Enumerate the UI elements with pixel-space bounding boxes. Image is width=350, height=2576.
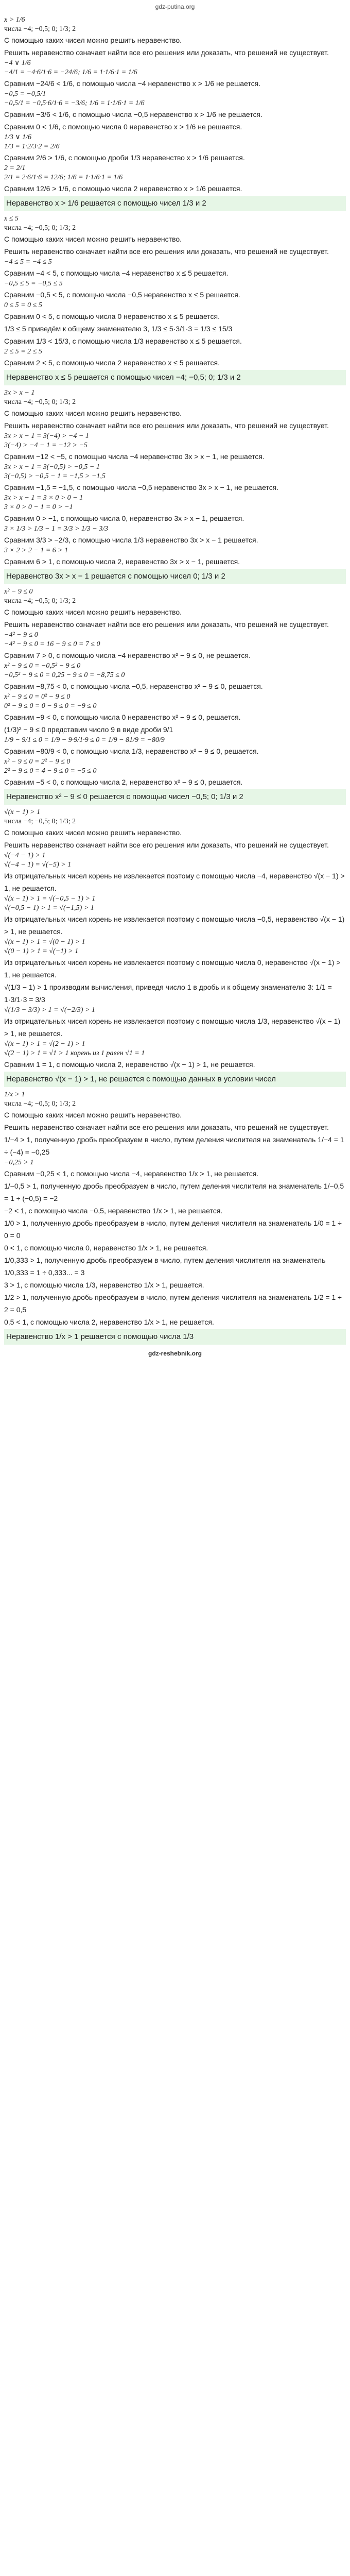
step: −2 < 1, с помощью числа −0,5, неравенство 1/x > 1, не решается. [4,1207,223,1215]
answer-highlight: Неравенство x² − 9 ≤ 0 решается с помощью чисел −0,5; 0; 1/3 и 2 [4,789,346,805]
step: 3(−4) > −4 − 1 = −12 > −5 [4,442,87,449]
step: 2² − 9 ≤ 0 = 4 − 9 ≤ 0 = −5 ≤ 0 [4,767,97,775]
step: 1/0 > 1, полученную дробь преобразуем в число, путем деления числителя на знаменатель 1/0 = 1 ÷ 0 = 0 [4,1219,342,1240]
step: Из отрицательных чисел корень не извлекается поэтому с помощью числа 0, неравенство √(x − 1) > 1, не решается. [4,958,341,979]
step: Сравним −0,5 < 5, с помощью числа −0,5 неравенство x ≤ 5 решается. [4,291,240,299]
answer-highlight: Неравенство √(x − 1) > 1, не решается с помощью данных в условии чисел [4,1072,346,1087]
step: √(x − 1) > 1 = √(0 − 1) > 1 [4,938,85,946]
step: 1/−0,5 > 1, полученную дробь преобразуем в число, путем деления числителя на знаменатель 1/−0,5 = 1 ÷ (−0,5) = −2 [4,1182,344,1202]
step: 3(−0,5) > −0,5 − 1 = −1,5 > −1,5 [4,472,106,480]
step: Сравним −4 < 5, с помощью числа −4 неравенство x ≤ 5 решается. [4,269,229,277]
given-numbers: числа −4; −0,5; 0; 1/3; 2 [4,224,76,232]
step: Сравним −80/9 < 0, с помощью числа 1/3, неравенство x² − 9 ≤ 0, решается. [4,747,259,755]
answer-highlight: Неравенство 1/x > 1 решается с помощью числа 1/3 [4,1329,346,1345]
step: −0,25 > 1 [4,1159,34,1166]
section-5 [4,808,346,1087]
answer-highlight: Неравенство x ≤ 5 решается с помощью чисел −4; −0,5; 0; 1/3 и 2 [4,370,346,385]
step: 3 × 2 > 2 − 1 = 6 > 1 [4,547,68,554]
note: Решить неравенство означает найти все его решения или доказать, что решений не существует. [4,247,329,256]
step: −4/1 = −4·6/1·6 = −24/6; 1/6 = 1·1/6·1 = 1/6 [4,69,137,76]
step: Сравним 7 > 0, с помощью числа −4 неравенство x² − 9 ≤ 0, не решается. [4,651,251,659]
step: Сравним 0 > −1, с помощью числа 0, неравенство 3x > x − 1, решается. [4,514,244,522]
step: −0,5/1 = −0,5·6/1·6 = −3/6; 1/6 = 1·1/6·1 = 1/6 [4,99,145,107]
section-head: x > 1/6 [4,16,25,24]
answer-highlight: Неравенство x > 1/6 решается с помощью чисел 1/3 и 2 [4,196,346,211]
step: 0 < 1, с помощью числа 0, неравенство 1/x > 1, не решается. [4,1244,208,1252]
section-4 [4,587,346,805]
step: x² − 9 ≤ 0 = 2² − 9 ≤ 0 [4,758,71,766]
step: 3 × 0 > 0 − 1 = 0 > −1 [4,503,73,511]
section-head: 3x > x − 1 [4,389,35,397]
section-6 [4,1090,346,1345]
step: Сравним −12 < −5, с помощью числа −4 неравенство 3x > x − 1, не решается. [4,452,265,461]
given-numbers: числа −4; −0,5; 0; 1/3; 2 [4,1100,76,1108]
step: 1/3 ∨ 1/6 [4,133,32,141]
note: С помощью каких чисел можно решить неравенство. [4,409,182,417]
note: Решить неравенство означает найти все его решения или доказать, что решений не существует. [4,48,329,57]
step: Сравним −8,75 < 0, с помощью числа −0,5, неравенство x² − 9 ≤ 0, решается. [4,682,263,690]
step: −4² − 9 ≤ 0 = 16 − 9 ≤ 0 = 7 ≤ 0 [4,640,100,648]
step: √(1/3 − 3/3) > 1 = √(−2/3) > 1 [4,1006,95,1014]
step: Из отрицательных чисел корень не извлекается поэтому с помощью числа 1/3, неравенство √(x − 1) > 1, не решается. [4,1017,341,1038]
step: x² − 9 ≤ 0 = −0,5² − 9 ≤ 0 [4,662,81,670]
step: 3 > 1, с помощью числа 1/3, неравенство 1/x > 1, решается. [4,1281,204,1289]
step: 1/−4 > 1, полученную дробь преобразуем в число, путем деления числителя на знаменатель 1/−4 = 1 ÷ (−4) = −0,25 [4,1136,344,1156]
step: 1/3 ≤ 5 приведём к общему знаменателю 3, 1/3 ≤ 5·3/1·3 = 1/3 ≤ 15/3 [4,325,233,333]
step: −0,5 ≤ 5 = −0,5 ≤ 5 [4,280,63,287]
section-head: 1/x > 1 [4,1091,25,1098]
step: −4 ∨ 1/6 [4,59,31,67]
note: Решить неравенство означает найти все его решения или доказать, что решений не существует. [4,1123,329,1131]
step: −4 ≤ 5 = −4 ≤ 5 [4,258,52,266]
step: √(x − 1) > 1 = √(2 − 1) > 1 [4,1040,85,1048]
given-numbers: числа −4; −0,5; 0; 1/3; 2 [4,597,76,605]
step: 3 × 1/3 > 1/3 − 1 = 3/3 > 1/3 − 3/3 [4,525,109,533]
step: √(−0,5 − 1) > 1 = √(−1,5) > 1 [4,904,94,912]
step: Сравним −3/6 < 1/6, с помощью числа −0,5 неравенство x > 1/6 не решается. [4,110,262,118]
step: √(2 − 1) > 1 = √1 > 1 корень из 1 равен √1 = 1 [4,1049,145,1057]
note: С помощью каких чисел можно решить неравенство. [4,828,182,837]
step: Сравним −5 < 0, с помощью числа 2, неравенство x² − 9 ≤ 0, решается. [4,778,243,786]
step: Сравним 1/3 < 15/3, с помощью числа 1/3 неравенство x ≤ 5 решается. [4,337,242,345]
given-numbers: числа −4; −0,5; 0; 1/3; 2 [4,25,76,33]
step: Сравним 12/6 > 1/6, с помощью числа 2 неравенство x > 1/6 решается. [4,184,242,193]
step: Сравним −24/6 < 1/6, с помощью числа −4 неравенство x > 1/6 не решается. [4,79,261,88]
step: x² − 9 ≤ 0 = 0² − 9 ≤ 0 [4,693,71,701]
step: Сравним 6 > 1, с помощью числа 2, неравенство 3x > x − 1, решается. [4,557,240,566]
step: 2 ≤ 5 = 2 ≤ 5 [4,348,42,355]
step: Из отрицательных чисел корень не извлекается поэтому с помощью числа −4, неравенство √(x − 1) > 1, не решается. [4,872,345,892]
step: 0² − 9 ≤ 0 = 0 − 9 ≤ 0 = −9 ≤ 0 [4,702,97,710]
step: (1/3)² − 9 ≤ 0 представим число 9 в виде дроби 9/1 [4,725,173,734]
step: 1/9 − 9/1 ≤ 0 = 1/9 − 9·9/1·9 ≤ 0 = 1/9 − 81/9 = −80/9 [4,736,165,744]
step: Сравним 2/6 > 1/6, с помощью дроби 1/3 неравенство x > 1/6 решается. [4,154,245,162]
top-watermark: gdz-putina.org [155,3,195,10]
step: −0,5 = −0,5/1 [4,90,46,98]
answer-highlight: Неравенство 3x > x − 1 решается с помощью чисел 0; 1/3 и 2 [4,569,346,584]
step: 3x > x − 1 = 3(−0,5) > −0,5 − 1 [4,463,100,471]
note: Решить неравенство означает найти все его решения или доказать, что решений не существует. [4,620,329,629]
step: 0 ≤ 5 = 0 ≤ 5 [4,301,42,309]
step: Сравним 0 < 1/6, с помощью числа 0 неравенство x > 1/6 не решается. [4,123,242,131]
note: С помощью каких чисел можно решить неравенство. [4,608,182,616]
given-numbers: числа −4; −0,5; 0; 1/3; 2 [4,818,76,825]
step: √(x − 1) > 1 = √(−0,5 − 1) > 1 [4,895,96,903]
section-head: x² − 9 ≤ 0 [4,588,33,596]
step: −0,5² − 9 ≤ 0 = 0,25 − 9 ≤ 0 = −8,75 ≤ 0 [4,671,125,679]
note: Решить неравенство означает найти все его решения или доказать, что решений не существует. [4,421,329,430]
step: Сравним 3/3 > −2/3, с помощью числа 1/3 неравенство 3x > x − 1 решается. [4,536,258,544]
step: 1/2 > 1, полученную дробь преобразуем в число, путем деления числителя на знаменатель 1/2 = 1 ÷ 2 = 0,5 [4,1293,342,1314]
section-1 [4,15,346,211]
step: 2 = 2/1 [4,164,26,172]
step: 1/3 = 1·2/3·2 = 2/6 [4,143,60,150]
step: Сравним −9 < 0, с помощью числа 0 неравенство x² − 9 ≤ 0, решается. [4,713,241,721]
section-head: √(x − 1) > 1 [4,808,41,816]
watermark: gdz-reshebnik.org [148,1350,202,1357]
section-2 [4,214,346,385]
step: 3x > x − 1 = 3 × 0 > 0 − 1 [4,494,83,502]
note: Решить неравенство означает найти все его решения или доказать, что решений не существует. [4,841,329,849]
step: Сравним 2 < 5, с помощью числа 2 неравенство x ≤ 5 решается. [4,359,220,367]
step: Из отрицательных чисел корень не извлекается поэтому с помощью числа −0,5, неравенство √(x − 1) > 1, не решается. [4,915,345,936]
step: √(−4 − 1) = √(−5) > 1 [4,861,72,869]
step: 3x > x − 1 = 3(−4) > −4 − 1 [4,432,89,440]
step: √(1/3 − 1) > 1 производим вычисления, приведя число 1 в дробь и к общему знаменателю 3: 1/1 = 1·3/1·3 = 3/3 [4,983,332,1004]
section-3 [4,388,346,584]
step: Сравним 1 = 1, с помощью числа 2, неравенство √(x − 1) > 1, не решается. [4,1060,255,1069]
step: −4² − 9 ≤ 0 [4,631,38,639]
note: С помощью каких чисел можно решить неравенство. [4,36,182,44]
step: 2/1 = 2·6/1·6 = 12/6; 1/6 = 1·1/6·1 = 1/6 [4,174,123,181]
step: 1/0,333 > 1, полученную дробь преобразуем в число, путем деления числителя на знаменатель 1/0,333 = 1 ÷ 0,333... = 3 [4,1256,326,1277]
step: Сравним −1,5 = −1,5, с помощью числа −0,5 неравенство 3x > x − 1, не решается. [4,483,279,492]
given-numbers: числа −4; −0,5; 0; 1/3; 2 [4,398,76,406]
step: Сравним 0 < 5, с помощью числа 0 неравенство x ≤ 5 решается. [4,312,220,320]
step: √(0 − 1) > 1 = √(−1) > 1 [4,947,79,955]
step: 0,5 < 1, с помощью числа 2, неравенство 1/x > 1, не решается. [4,1318,214,1326]
section-head: x ≤ 5 [4,215,19,223]
step: Сравним −0,25 < 1, с помощью числа −4, неравенство 1/x > 1, не решается. [4,1170,259,1178]
note: С помощью каких чисел можно решить неравенство. [4,235,182,243]
step: √(−4 − 1) > 1 [4,852,46,859]
note: С помощью каких чисел можно решить неравенство. [4,1111,182,1119]
